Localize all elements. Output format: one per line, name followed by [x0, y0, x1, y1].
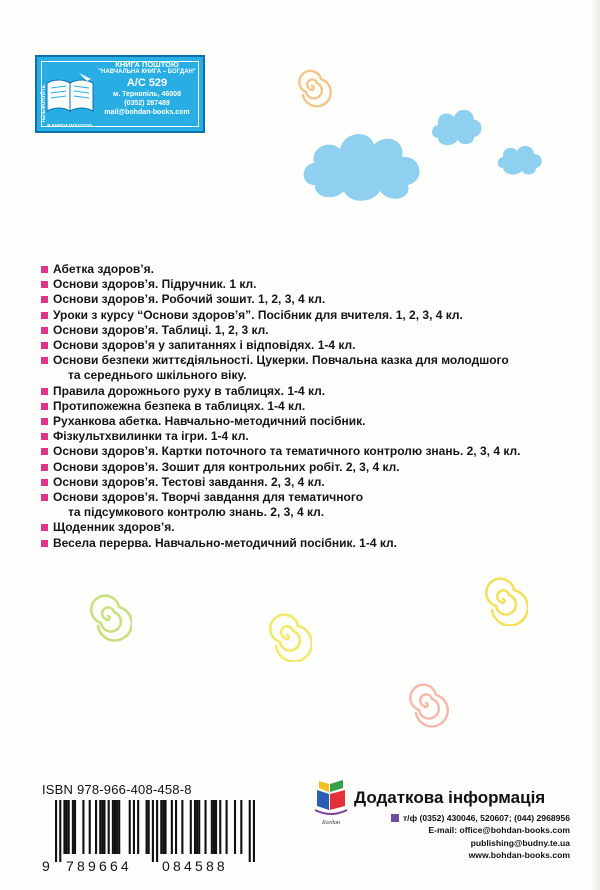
- barcode-bar: [190, 800, 192, 854]
- book-title: Щоденник здоров’я.: [53, 520, 175, 535]
- barcode-bar: [103, 800, 105, 854]
- stamp-title: КНИГА ПОШТОЮ: [115, 60, 179, 69]
- email-text: E-mail: office@bohdan-books.com: [428, 825, 570, 836]
- barcode-bar: [116, 800, 118, 854]
- spiral-yellow-decoration: [262, 612, 312, 662]
- cloud-decoration: [300, 125, 430, 205]
- barcode-bar: [114, 800, 116, 854]
- barcode-bar: [152, 800, 154, 862]
- barcode-bar: [196, 800, 198, 854]
- barcode-left-digits: 789664: [66, 858, 132, 874]
- book-title: Протипожежна безпека в таблицях. 1-4 кл.: [53, 398, 306, 413]
- barcode-bar: [213, 800, 215, 854]
- svg-text:Богдан: Богдан: [322, 820, 340, 826]
- book-list-item: [41, 475, 561, 490]
- pink-square-bullet-icon: [41, 494, 48, 501]
- book-title: Руханкова абетка. Навчально-методичний посібник.: [53, 414, 366, 429]
- book-title: Основи здоров’я. Картки поточного та тематичного контролю знань. 2, 3, 4 кл.: [53, 444, 521, 459]
- barcode-bar: [74, 800, 76, 854]
- book-title: Правила дорожнього руху в таблицях. 1-4 кл.: [53, 383, 326, 398]
- barcode-bar: [164, 800, 166, 854]
- book-title: Основи здоров’я у запитаннях і відповідях. 1-4 кл.: [53, 338, 356, 353]
- barcode-bar: [99, 800, 101, 854]
- page-edge: [590, 0, 600, 890]
- barcode-bar: [55, 800, 57, 862]
- barcode-bar: [108, 800, 110, 854]
- book-title: Основи здоров’я. Робочий зошит. 1, 2, 3, 4 кл.: [53, 292, 326, 307]
- book-list-item: [41, 292, 561, 307]
- book-title: Абетка здоров’я.: [53, 262, 154, 276]
- spiral-orange-decoration: [292, 68, 332, 108]
- book-title: Основи безпеки життєдіяльності. Цукерки. Повчальна казка для молодшого: [53, 353, 509, 368]
- pink-square-bullet-icon: [41, 312, 48, 319]
- barcode-bar: [198, 800, 200, 854]
- barcode-bar: [66, 800, 68, 854]
- stamp-bottom-text: Я КНИГИ ПОШТОЮ: [47, 123, 93, 128]
- book-list-item: [41, 414, 561, 429]
- barcode-bar: [249, 800, 251, 862]
- pink-square-bullet-icon: [41, 327, 48, 334]
- barcode-bar: [226, 800, 228, 854]
- pink-square-bullet-icon: [41, 281, 48, 288]
- pink-square-bullet-icon: [41, 479, 48, 486]
- barcode-bar: [146, 800, 148, 854]
- barcode-bar: [129, 800, 131, 854]
- pink-square-bullet-icon: [41, 296, 48, 303]
- book-title: Фізкультхвилинки та ігри. 1-4 кл.: [53, 429, 249, 444]
- book-list: [41, 262, 561, 551]
- pink-square-bullet-icon: [41, 433, 48, 440]
- book-list-item: [41, 490, 561, 520]
- barcode-bar: [72, 800, 74, 854]
- pink-square-bullet-icon: [41, 448, 48, 455]
- svg-text:ТЕЛЕФОНУЙТЕ: ТЕЛЕФОНУЙТЕ: [41, 84, 47, 123]
- book-list-item: [41, 536, 561, 551]
- tiny-cloud-decoration: [496, 140, 548, 178]
- barcode-bar: [112, 800, 114, 854]
- additional-info-title: Додаткова інформація: [354, 788, 546, 807]
- barcode-bar: [253, 800, 255, 862]
- barcode-bar: [219, 800, 221, 854]
- pink-square-bullet-icon: [41, 524, 48, 531]
- book-list-item: [41, 323, 561, 338]
- pink-square-bullet-icon: [41, 540, 48, 547]
- pink-square-bullet-icon: [41, 266, 48, 273]
- book-title-continued: та підсумкового контролю знань. 2, 3, 4 кл.: [68, 505, 325, 520]
- book-list-item: [41, 384, 561, 399]
- spiral-pink-decoration: [402, 682, 450, 728]
- ean-barcode: [55, 800, 255, 862]
- book-title-continued: та середнього шкільного віку.: [68, 368, 247, 383]
- book-title: Уроки з курсу “Основи здоров’я”. Посібник для вчителя. 1, 2, 3, 4 кл.: [53, 307, 463, 322]
- stamp-text: [95, 60, 199, 117]
- book-list-item: [41, 444, 561, 459]
- pink-square-bullet-icon: [41, 418, 48, 425]
- pink-square-bullet-icon: [41, 342, 48, 349]
- barcode-bar: [101, 800, 103, 854]
- barcode-bar: [95, 800, 97, 854]
- spiral-green-decoration: [84, 594, 132, 642]
- barcode-bar: [211, 800, 213, 854]
- barcode-bar: [175, 800, 177, 854]
- barcode-bar: [137, 800, 139, 854]
- book-list-item: [41, 353, 561, 383]
- stamp-phone: (0352) 287489: [124, 100, 170, 107]
- website-link[interactable]: www.bohdan-books.com: [468, 850, 570, 861]
- barcode-bar: [204, 800, 206, 854]
- barcode-bar: [133, 800, 135, 854]
- stamp-city: м. Тернопіль, 46008: [113, 91, 181, 98]
- book-title: Основи здоров’я. Зошит для контрольних робіт. 2, 3, 4 кл.: [53, 459, 400, 474]
- barcode-bar: [160, 800, 162, 854]
- pink-square-bullet-icon: [41, 388, 48, 395]
- book-list-item: [41, 429, 561, 444]
- barcode-bar: [215, 800, 217, 854]
- open-book-icon: [43, 71, 97, 115]
- barcode-bar: [181, 800, 183, 854]
- book-title: Основи здоров’я. Підручник. 1 кл.: [53, 277, 257, 292]
- barcode-bar: [68, 800, 70, 854]
- pink-square-bullet-icon: [41, 464, 48, 471]
- publisher-logo: [313, 776, 349, 828]
- stamp-publisher: "НАВЧАЛЬНА КНИГА – БОГДАН": [98, 69, 196, 75]
- barcode-bar: [194, 800, 196, 854]
- book-title: Основи здоров’я. Таблиці. 1, 2, 3 кл.: [53, 322, 269, 337]
- stamp-email: mail@bohdan-books.com: [104, 109, 190, 116]
- stamp-po-box: А/С 529: [126, 77, 168, 89]
- book-title: Основи здоров’я. Творчі завдання для тематичного: [53, 490, 364, 505]
- barcode-bar: [240, 800, 242, 854]
- book-list-item: [41, 520, 561, 535]
- book-list-item: [41, 338, 561, 353]
- barcode-bar: [118, 800, 120, 854]
- barcode-bar: [234, 800, 236, 854]
- book-list-item: [41, 262, 561, 277]
- barcode-right-digits: 084588: [162, 858, 228, 874]
- barcode-bar: [89, 800, 91, 854]
- book-list-item: [41, 277, 561, 292]
- barcode-bar: [63, 800, 65, 854]
- spiral-yellow-decoration: [478, 576, 528, 626]
- phone-icon: [391, 814, 399, 822]
- pink-square-bullet-icon: [41, 403, 48, 410]
- publisher-contacts: [391, 812, 570, 862]
- barcode-bar: [148, 800, 150, 854]
- barcode-first-digit: 9: [42, 858, 50, 874]
- book-title: Весела перерва. Навчально-методичний посібник. 1-4 кл.: [53, 535, 397, 550]
- book-list-item: [41, 460, 561, 475]
- barcode-bar: [156, 800, 158, 862]
- book-list-item: [41, 308, 561, 323]
- barcode-bar: [82, 800, 84, 854]
- pink-square-bullet-icon: [41, 357, 48, 364]
- book-title: Основи здоров’я. Тестові завдання. 2, 3, 4 кл.: [53, 474, 325, 489]
- mail-order-stamp: [35, 55, 205, 133]
- barcode-bar: [171, 800, 173, 854]
- barcode-bar: [162, 800, 164, 854]
- email-secondary: publishing@budny.te.ua: [470, 837, 570, 848]
- barcode-bar: [59, 800, 61, 862]
- phone-numbers: т/ф (0352) 430046, 520607; (044) 2968956: [402, 813, 570, 823]
- book-list-item: [41, 399, 561, 414]
- small-cloud-decoration: [430, 100, 484, 150]
- isbn-text: ISBN 978-966-408-458-8: [42, 782, 192, 797]
